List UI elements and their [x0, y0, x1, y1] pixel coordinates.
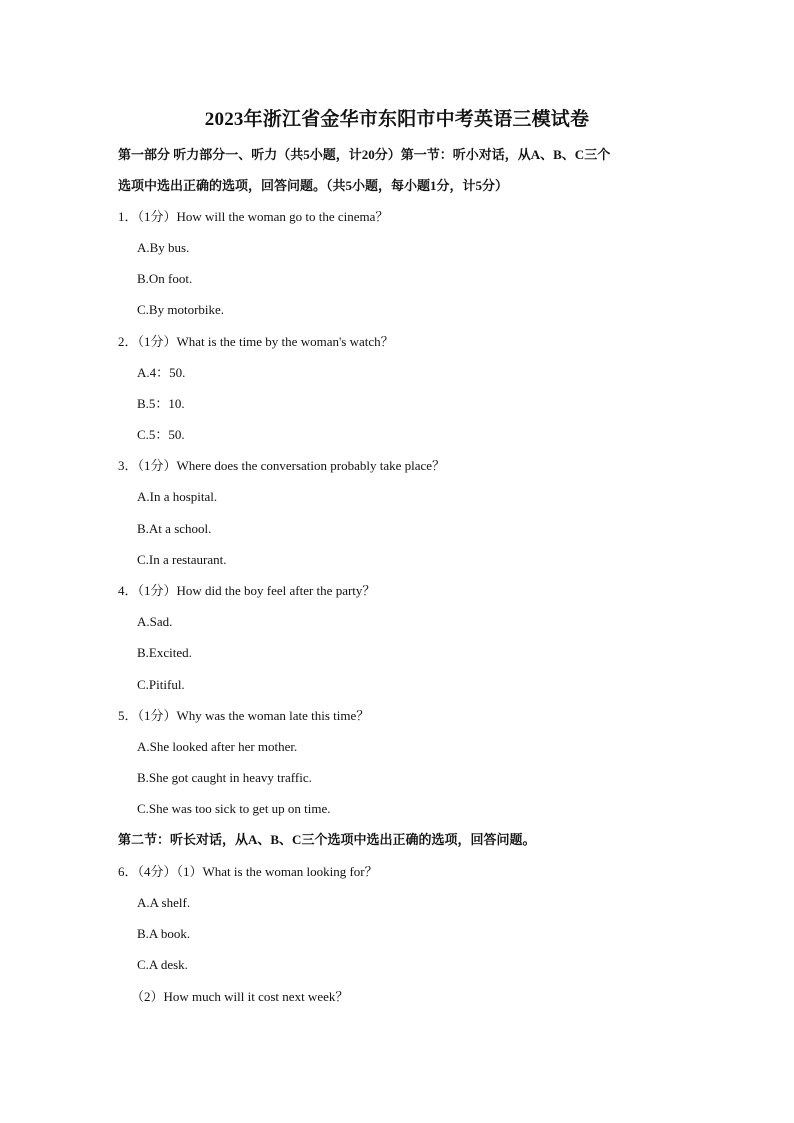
question-2-option-a: A.4：50. [137, 365, 186, 380]
question-1-option-b: B.On foot. [137, 271, 193, 286]
question-2: 2．（1分）What is the time by the woman's watch？ [118, 334, 394, 349]
part-heading-line-1: 第一部分 听力部分一、听力（共5小题，计20分）第一节：听小对话，从A、B、C三个 [118, 147, 611, 162]
page-title: 2023年浙江省金华市东阳市中考英语三模试卷 [204, 109, 590, 130]
question-1-option-c: C.By motorbike. [137, 302, 225, 317]
question-3-option-a: A.In a hospital. [137, 489, 218, 504]
question-6-option-b: B.A book. [137, 926, 191, 941]
question-6-option-a: A.A shelf. [137, 895, 191, 910]
question-2-option-c: C.5：50. [137, 427, 185, 442]
question-4-option-a: A.Sad. [137, 614, 173, 629]
question-3: 3．（1分）Where does the conversation probably take place？ [118, 458, 446, 473]
question-6-option-c: C.A desk. [137, 957, 188, 972]
question-5-option-a: A.She looked after her mother. [137, 739, 298, 754]
question-1: 1．（1分）How will the woman go to the cinema？ [118, 209, 389, 224]
question-4-option-c: C.Pitiful. [137, 677, 185, 692]
question-2-option-b: B.5：10. [137, 396, 185, 411]
part-heading-line-2: 选项中选出正确的选项，回答问题。（共5小题，每小题1分，计5分） [118, 178, 509, 193]
question-5: 5．（1分）Why was the woman late this time？ [118, 708, 370, 723]
question-6: 6．（4分）（1）What is the woman looking for？ [118, 864, 378, 879]
question-4: 4．（1分）How did the boy feel after the party？ [118, 583, 376, 598]
question-5-option-c: C.She was too sick to get up on time. [137, 801, 331, 816]
section-2-heading: 第二节：听长对话，从A、B、C三个选项中选出正确的选项，回答问题。 [118, 832, 536, 847]
question-3-option-b: B.At a school. [137, 521, 212, 536]
question-4-option-b: B.Excited. [137, 645, 192, 660]
question-6-sub-2: （2）How much will it cost next week？ [131, 989, 349, 1004]
question-5-option-b: B.She got caught in heavy traffic. [137, 770, 312, 785]
question-3-option-c: C.In a restaurant. [137, 552, 227, 567]
question-1-option-a: A.By bus. [137, 240, 190, 255]
